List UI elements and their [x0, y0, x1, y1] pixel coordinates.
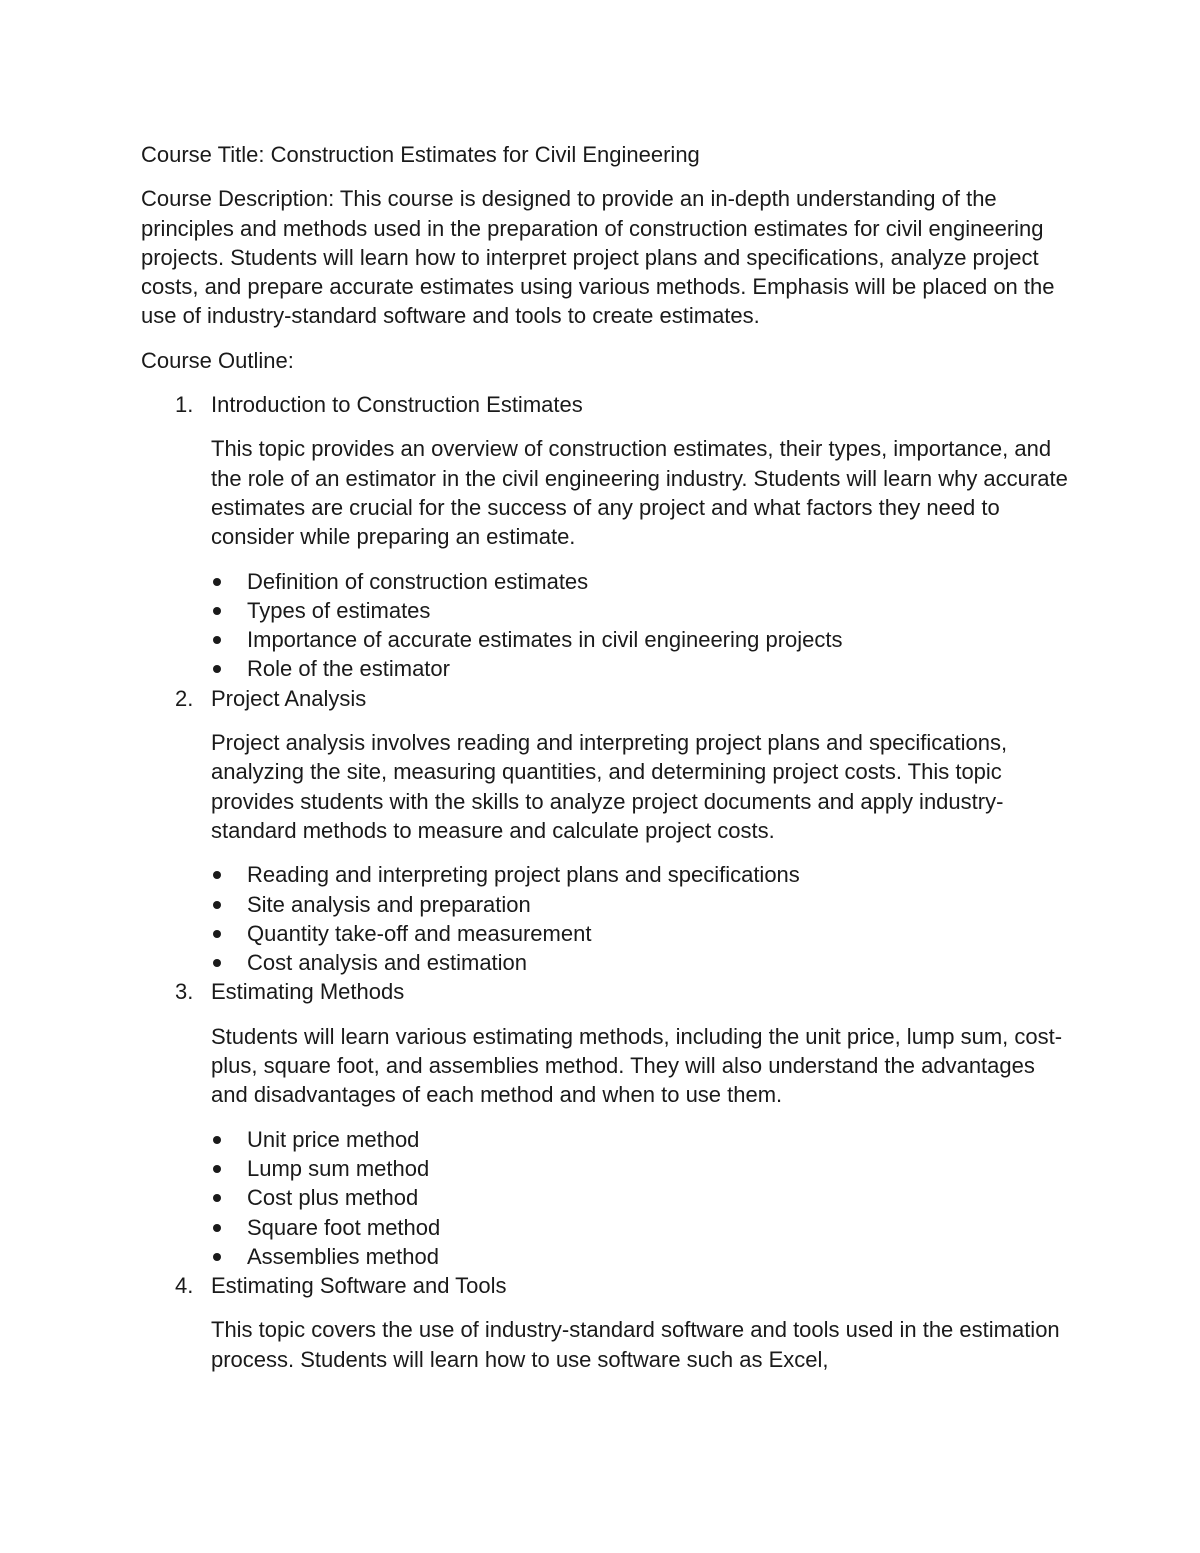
bullet-item: Reading and interpreting project plans and specifications	[211, 860, 1071, 889]
topic-number: 2.	[175, 685, 194, 711]
course-outline-label: Course Outline:	[141, 347, 294, 373]
bullet-item: Cost analysis and estimation	[211, 948, 1071, 977]
document-page	[141, 140, 1071, 1389]
topic-description: This topic covers the use of industry-standard software and tools used in the estimation process. Students will learn how to use software such as Excel,	[211, 1317, 1060, 1372]
topic-bullet-list	[211, 860, 1071, 977]
bullet-item: Importance of accurate estimates in civil engineering projects	[211, 625, 1071, 654]
topic-bullet-list	[211, 567, 1071, 684]
bullet-item: Unit price method	[211, 1125, 1071, 1154]
bullet-item: Role of the estimator	[211, 654, 1071, 683]
topic-bullet-list	[211, 1125, 1071, 1271]
topic-description: Project analysis involves reading and interpreting project plans and specifications, analyzing the site, measuring quantities, and determining project costs. This topic provides students with the skills to analyze project documents and apply industry-standard methods to measure and calculate project costs.	[211, 730, 1008, 843]
bullet-item: Definition of construction estimates	[211, 567, 1071, 596]
course-title: Course Title: Construction Estimates for Civil Engineering	[141, 142, 700, 167]
course-description: Course Description: This course is designed to provide an in-depth understanding of the principles and methods used in the preparation of construction estimates for civil engineering projects. Students will learn how to interpret project plans and specifications, analyze project costs, and prepare accurate estimates using various methods. Emphasis will be placed on the use of industry-standard software and tools to create estimates.	[141, 186, 1055, 329]
bullet-item: Lump sum method	[211, 1154, 1071, 1183]
bullet-item: Cost plus method	[211, 1183, 1071, 1212]
topic-number: 3.	[175, 979, 194, 1005]
outline-topic	[141, 684, 1071, 978]
topic-number: 4.	[175, 1273, 194, 1299]
course-outline-list	[141, 390, 1071, 1374]
topic-number: 1.	[175, 392, 194, 418]
bullet-item: Assemblies method	[211, 1242, 1071, 1271]
topic-heading: Project Analysis	[211, 685, 367, 711]
bullet-item: Types of estimates	[211, 596, 1071, 625]
bullet-item: Site analysis and preparation	[211, 890, 1071, 919]
topic-description: Students will learn various estimating methods, including the unit price, lump sum, cost-plus, square foot, and assemblies method. They will also understand the advantages and disadvantages of each method and when to use them.	[211, 1023, 1063, 1108]
outline-topic	[141, 1271, 1071, 1374]
topic-description: This topic provides an overview of construction estimates, their types, importance, and the role of an estimator in the civil engineering industry. Students will learn why accurate estimates are crucial for the success of any project and what factors they need to consider while preparing an estimate.	[211, 436, 1068, 550]
topic-heading: Estimating Software and Tools	[211, 1273, 507, 1299]
outline-topic	[141, 390, 1071, 684]
topic-heading: Estimating Methods	[211, 979, 405, 1005]
bullet-item: Quantity take-off and measurement	[211, 919, 1071, 948]
bullet-item: Square foot method	[211, 1213, 1071, 1242]
topic-heading: Introduction to Construction Estimates	[211, 392, 583, 418]
outline-topic	[141, 977, 1071, 1271]
